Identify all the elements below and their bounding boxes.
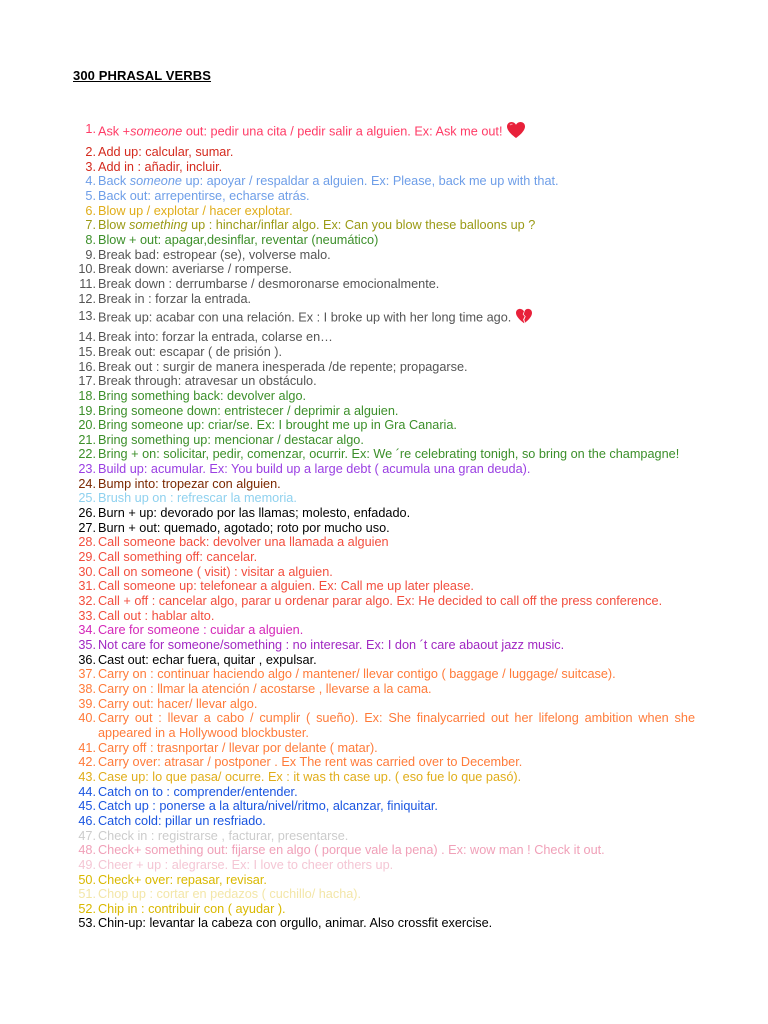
item-text (96, 638, 564, 653)
item-text (96, 389, 306, 404)
item-text (96, 653, 317, 668)
list-item (66, 653, 696, 668)
item-text (96, 609, 214, 624)
item-number: 17. (78, 374, 96, 389)
item-text-part: Carry off : trasnportar / llevar por delante ( matar). (98, 740, 378, 755)
item-text (96, 887, 361, 902)
item-number: 29. (78, 550, 96, 565)
item-text-part: Burn + up: devorado por las llamas; molesto, enfadado. (98, 506, 411, 521)
list-item (66, 770, 696, 785)
item-text-part: Carry on : llmar la atención / acostarse , llevarse a la cama. (98, 681, 432, 696)
list-item (66, 667, 696, 682)
item-text (96, 248, 331, 263)
list-item (66, 623, 696, 638)
item-text-part: Bring something up: mencionar / destacar algo. (98, 432, 364, 447)
item-text-part: Bring someone up: criar/se. Ex: I brought me up in Gra Canaria. (98, 418, 457, 433)
item-text (96, 374, 317, 389)
list-item (66, 873, 696, 888)
list-item (66, 248, 696, 263)
item-number: 45. (78, 799, 96, 814)
list-item (66, 521, 696, 536)
item-text (96, 345, 282, 360)
item-number: 31. (78, 579, 96, 594)
item-text (96, 462, 530, 477)
list-item (66, 145, 696, 160)
item-number: 16. (78, 359, 96, 374)
item-number: 42. (78, 755, 96, 770)
item-text (96, 770, 521, 785)
item-text (96, 535, 389, 550)
list-item (66, 814, 696, 829)
item-text (96, 330, 333, 345)
item-number: 39. (78, 696, 96, 711)
list-item (66, 404, 696, 419)
item-text-part: Catch on to : comprender/entender. (98, 784, 298, 799)
item-text (96, 477, 281, 492)
item-number: 18. (78, 388, 96, 403)
item-number: 33. (78, 608, 96, 623)
item-number: 28. (78, 535, 96, 550)
item-number: 26. (78, 506, 96, 521)
item-number: 20. (78, 418, 96, 433)
item-text (96, 121, 526, 143)
phrasal-verb-list (66, 119, 696, 931)
item-text-part: out: pedir una cita / pedir salir a alguien. Ex: Ask me out! (182, 124, 503, 139)
item-text-part: Catch up : ponerse a la altura/nivel/ritmo, alcanzar, finiquitar. (98, 799, 438, 814)
item-text-part: Back (98, 174, 130, 189)
list-item (66, 711, 696, 740)
item-number: 7. (85, 218, 96, 233)
list-item (66, 755, 696, 770)
item-number: 50. (78, 872, 96, 887)
item-text (96, 550, 257, 565)
item-text-part: Break bad: estropear (se), volverse malo. (98, 247, 331, 262)
list-item (66, 829, 696, 844)
item-number: 13. (78, 309, 96, 324)
item-number: 5. (85, 188, 96, 203)
item-number: 22. (78, 447, 96, 462)
list-item (66, 550, 696, 565)
page-title: 300 PHRASAL VERBS (73, 68, 212, 83)
item-text-part: Check+ something out: fijarse en algo ( porque vale la pena) . Ex: wow man ! Check it out. (98, 843, 605, 858)
item-text-part: Break out: escapar ( de prisión ). (98, 344, 283, 359)
item-text-part: Carry out : llevar a cabo / cumplir ( sueño). Ex: She finalycarried out her lifelong ambition when she appeared in a Hollywood blockbuster. (98, 711, 695, 740)
item-number: 38. (78, 681, 96, 696)
item-text (96, 506, 410, 521)
item-text (96, 682, 432, 697)
item-text (96, 204, 293, 219)
list-item (66, 477, 696, 492)
item-number: 21. (78, 432, 96, 447)
list-item (66, 843, 696, 858)
item-text-part: Call someone up: telefonear a alguien. Ex: Call me up later please. (98, 579, 474, 594)
item-text-part: Burn + out: quemado, agotado; roto por mucho uso. (98, 520, 390, 535)
item-text (96, 565, 333, 580)
item-text (96, 741, 378, 756)
item-text-part: up : hinchar/inflar algo. Ex: Can you blow these balloons up ? (187, 218, 536, 233)
list-item (66, 277, 696, 292)
item-number: 1. (85, 122, 96, 136)
item-text-part: Not care for someone/something : no interesar. Ex: I don ´t care abaout jazz music. (98, 638, 565, 652)
item-text (96, 623, 303, 638)
item-text-part: Add up: calcular, sumar. (98, 145, 234, 159)
item-number: 48. (78, 843, 96, 858)
list-item (66, 887, 696, 902)
item-number: 43. (78, 769, 96, 784)
item-text (96, 667, 616, 682)
item-text-part: Chop up : cortar en pedazos ( cuchillo/ hacha). (98, 887, 362, 902)
item-text-part: Bump into: tropezar con alguien. (98, 476, 281, 491)
list-item (66, 174, 696, 189)
item-number: 49. (78, 857, 96, 872)
item-number: 9. (85, 247, 96, 262)
item-text (96, 292, 251, 307)
item-number: 23. (78, 462, 96, 477)
item-text (96, 433, 364, 448)
item-text-part: Chip in : contribuir con ( ayudar ). (98, 901, 286, 916)
item-text (96, 145, 233, 160)
item-text-part: Check in : registrarse , facturar, presentarse. (98, 828, 349, 843)
item-text (96, 262, 292, 277)
item-text (96, 521, 390, 536)
item-text (96, 755, 522, 770)
list-item (66, 204, 696, 219)
item-text-part: Break out : surgir de manera inesperada /de repente; propagarse. (98, 359, 468, 374)
list-item (66, 160, 696, 175)
item-number: 44. (78, 784, 96, 799)
item-number: 47. (78, 828, 96, 843)
item-number: 8. (85, 232, 96, 247)
list-item (66, 119, 696, 145)
list-item (66, 579, 696, 594)
item-text (96, 360, 468, 375)
item-text (96, 308, 533, 328)
item-text-part: someone (129, 174, 182, 189)
heart-icon (506, 121, 526, 143)
item-text (96, 902, 286, 917)
item-text (96, 174, 559, 189)
item-text (96, 447, 695, 462)
item-text-part: Call + off : cancelar algo, parar u ordenar parar algo. Ex: He decided to call off the press conference. (98, 594, 663, 609)
item-text (96, 233, 378, 248)
item-number: 12. (78, 291, 96, 306)
list-item (66, 389, 696, 404)
item-number: 6. (85, 203, 96, 218)
list-item (66, 799, 696, 814)
item-text (96, 579, 474, 594)
item-text-part: Ask + (98, 124, 131, 139)
item-number: 51. (78, 887, 96, 902)
list-item (66, 609, 696, 624)
item-text-part: Bring something back: devolver algo. (98, 388, 307, 403)
list-item (66, 741, 696, 756)
item-text (96, 814, 266, 829)
list-item (66, 506, 696, 521)
item-number: 3. (85, 159, 96, 174)
item-text-part: someone (130, 124, 183, 139)
item-text-part: Check+ over: repasar, revisar. (98, 872, 267, 887)
item-text-part: Catch cold: pillar un resfriado. (98, 813, 266, 828)
item-text-part: Carry on : continuar haciendo algo / mantener/ llevar contigo ( baggage / luggage/ suitcase). (98, 667, 616, 682)
item-text-part: Care for someone : cuidar a alguien. (98, 623, 304, 638)
item-text-part: Break through: atravesar un obstáculo. (98, 374, 317, 389)
list-item (66, 858, 696, 873)
item-number: 24. (78, 476, 96, 491)
item-text (96, 404, 398, 419)
item-text (96, 873, 267, 888)
item-text-part: Break down : derrumbarse / desmoronarse emocionalmente. (98, 276, 440, 291)
item-text (96, 594, 695, 609)
item-text-part: Break down: averiarse / romperse. (98, 262, 292, 277)
item-text-part: Carry out: hacer/ llevar algo. (98, 696, 258, 711)
item-number: 34. (78, 623, 96, 638)
list-item (66, 535, 696, 550)
item-text (96, 785, 298, 800)
item-text-part: Call someone back: devolver una llamada a alguien (98, 535, 389, 550)
list-item (66, 447, 696, 462)
list-item (66, 785, 696, 800)
list-item (66, 345, 696, 360)
item-number: 25. (78, 491, 96, 506)
item-text-part: Blow up / explotar / hacer explotar. (98, 203, 293, 218)
list-item (66, 218, 696, 233)
list-item (66, 638, 696, 653)
item-text (96, 218, 535, 233)
list-item (66, 902, 696, 917)
item-text (96, 189, 310, 204)
item-text (96, 799, 438, 814)
item-text-part: Call out : hablar alto. (98, 608, 215, 623)
item-text (96, 277, 439, 292)
item-number: 32. (78, 594, 96, 609)
list-item (66, 682, 696, 697)
item-text-part: Chin-up: levantar la cabeza con orgullo, animar. Also crossfit exercise. (98, 916, 493, 931)
item-text-part: Case up: lo que pasa/ ocurre. Ex : it was th case up. ( eso fue lo que pasó). (98, 769, 522, 784)
item-text-part: something (129, 218, 188, 233)
list-item (66, 292, 696, 307)
item-text (96, 843, 605, 858)
item-text (96, 829, 348, 844)
item-text (96, 711, 695, 740)
list-item (66, 418, 696, 433)
item-text-part: Cast out: echar fuera, quitar , expulsar. (98, 652, 317, 667)
item-text-part: Break up: acabar con una relación. Ex : I broke up with her long time ago. (98, 310, 512, 325)
item-number: 19. (78, 403, 96, 418)
item-text (96, 697, 257, 712)
item-number: 30. (78, 564, 96, 579)
item-text-part: Bring + on: solicitar, pedir, comenzar, ocurrir. Ex: We ´re celebrating tonigh, so bring on the champagne! (98, 447, 680, 462)
item-number: 27. (78, 520, 96, 535)
item-number: 40. (78, 711, 96, 726)
item-text-part: Cheer + up : alegrarse. Ex: I love to cheer others up. (98, 857, 394, 872)
list-item (66, 330, 696, 345)
item-number: 53. (78, 916, 96, 931)
list-item (66, 433, 696, 448)
broken-heart-icon (515, 308, 533, 328)
item-text-part: up: apoyar / respaldar a alguien. Ex: Please, back me up with that. (181, 174, 559, 189)
item-text-part: Add in : añadir, incluir. (98, 159, 223, 174)
list-item (66, 306, 696, 330)
list-item (66, 462, 696, 477)
item-text-part: Blow + out: apagar,desinflar, reventar (neumático) (98, 232, 379, 247)
list-item (66, 360, 696, 375)
item-text-part: Build up: acumular. Ex: You build up a large debt ( acumula una gran deuda). (98, 462, 531, 477)
list-item (66, 491, 696, 506)
item-number: 14. (78, 330, 96, 345)
list-item (66, 374, 696, 389)
item-text-part: Break into: forzar la entrada, colarse en… (98, 330, 333, 345)
item-number: 41. (78, 740, 96, 755)
list-item (66, 233, 696, 248)
list-item (66, 262, 696, 277)
item-text-part: Break in : forzar la entrada. (98, 291, 252, 306)
item-number: 10. (78, 262, 96, 277)
item-text (96, 418, 457, 433)
list-item (66, 565, 696, 580)
item-number: 52. (78, 901, 96, 916)
item-text (96, 916, 492, 931)
item-number: 35. (78, 638, 96, 652)
item-text-part: Call on someone ( visit) : visitar a alguien. (98, 564, 333, 579)
item-text-part: Carry over: atrasar / postponer . Ex The rent was carried over to December. (98, 755, 523, 770)
item-text (96, 858, 393, 873)
item-number: 36. (78, 652, 96, 667)
item-text-part: Brush up on : refrescar la memoria. (98, 491, 297, 506)
list-item (66, 594, 696, 609)
item-text-part: Call something off: cancelar. (98, 550, 258, 565)
item-text-part: Back out: arrepentirse, echarse atrás. (98, 188, 310, 203)
item-number: 46. (78, 813, 96, 828)
item-number: 11. (79, 276, 96, 291)
item-text-part: Blow (98, 218, 130, 233)
item-number: 37. (78, 667, 96, 682)
list-item (66, 697, 696, 712)
item-number: 2. (85, 145, 96, 159)
item-number: 4. (85, 174, 96, 189)
item-text-part: Bring someone down: entristecer / deprimir a alguien. (98, 403, 399, 418)
list-item (66, 189, 696, 204)
item-number: 15. (78, 344, 96, 359)
item-text (96, 160, 222, 175)
list-item (66, 916, 696, 931)
item-text (96, 491, 297, 506)
